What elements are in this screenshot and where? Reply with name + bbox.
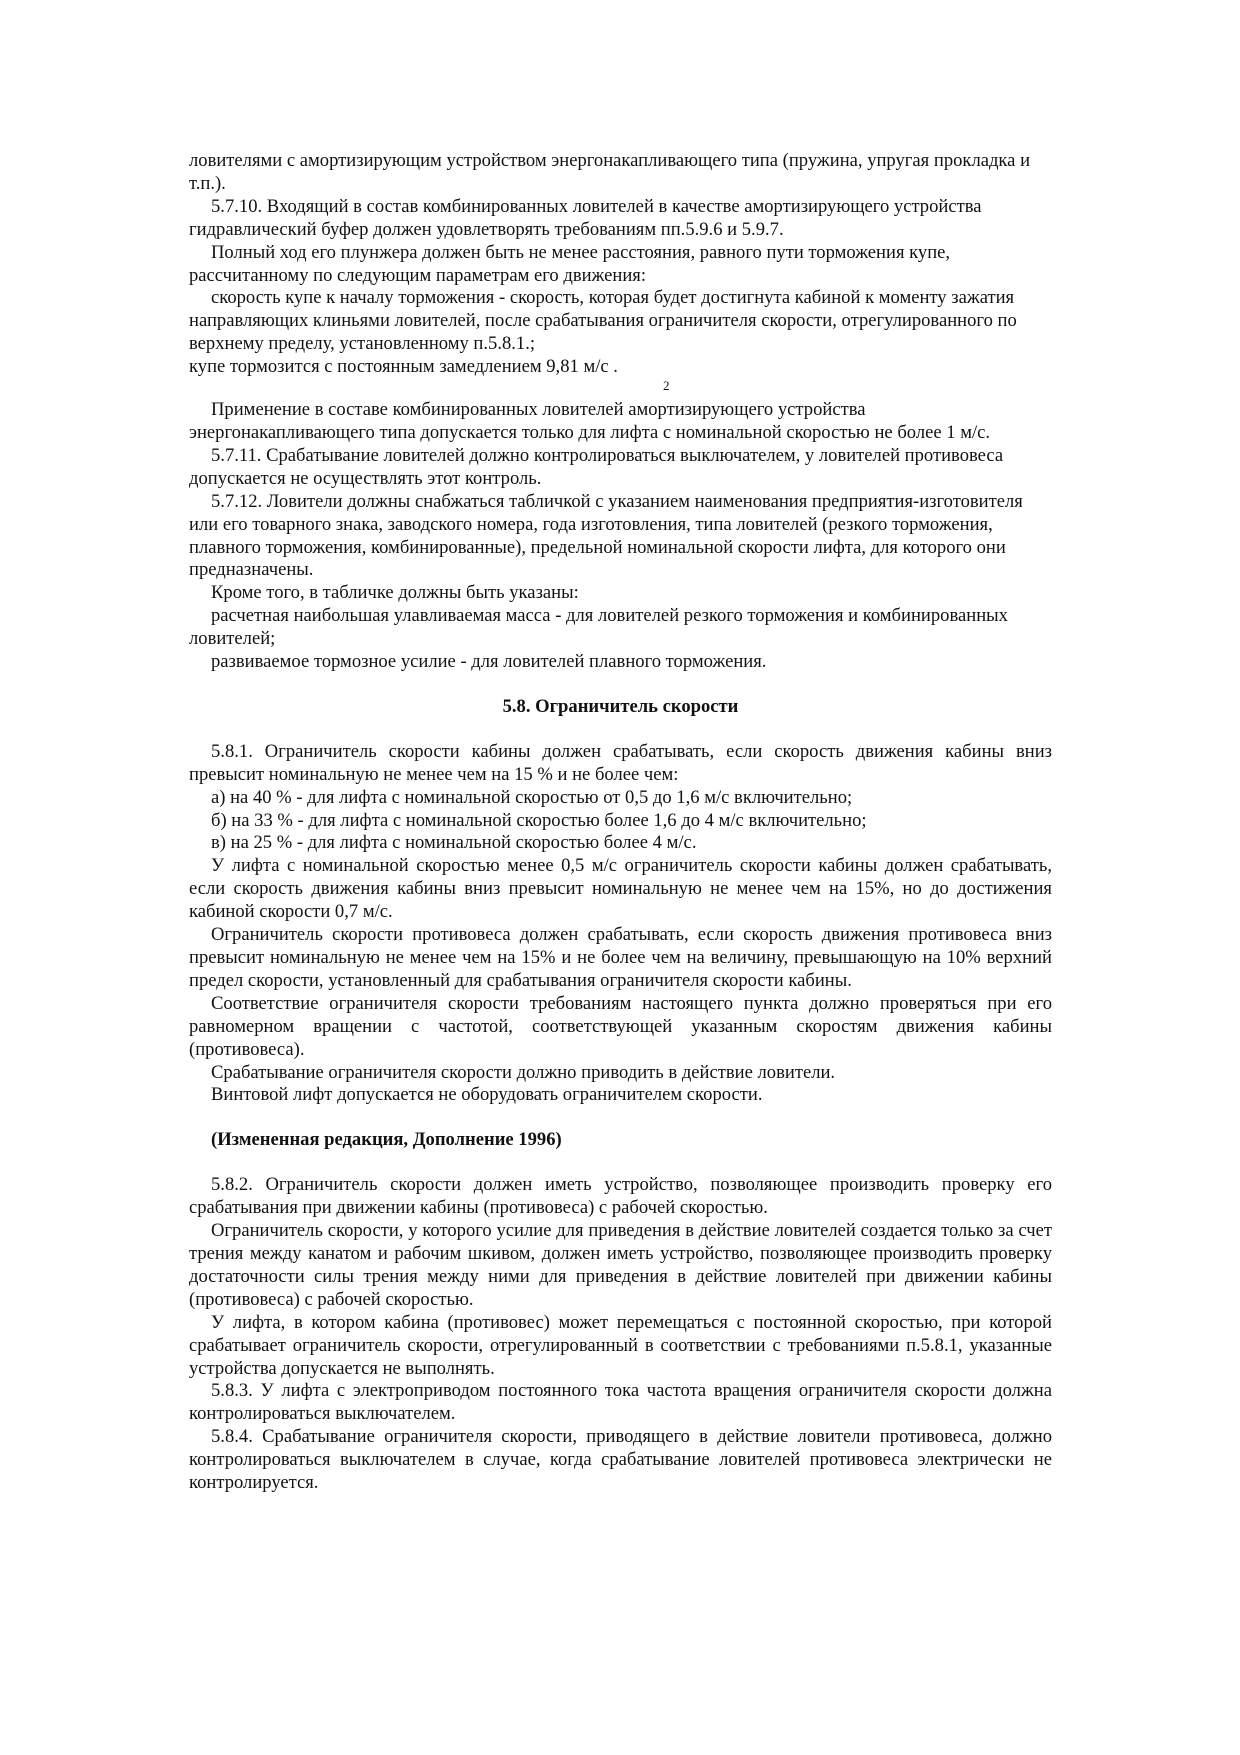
paragraph: 5.7.11. Срабатывание ловителей должно контролироваться выключателем, у ловителей противовеса допускается не осуществлять этот контроль. (189, 444, 1004, 489)
document-page (189, 150, 1052, 1495)
paragraph: У лифта, в котором кабина (противовес) может перемещаться с постоянной скоростью, при которой срабатывает ограничитель скорости, отрегулированный в соответствии с требованиями п.5.8.1, указанные устройства допускается не выполнять. (189, 1311, 1052, 1379)
paragraph: 5.8.4. Срабатывание ограничителя скорости, приводящего в действие ловители противовеса, должно контролироваться выключателем в случае, когда срабатывание ловителей противовеса электрически не контролируется. (189, 1426, 1052, 1494)
paragraph: скорость купе к началу торможения - скорость, которая будет достигнута кабиной к моменту зажатия направляющих клиньями ловителей, после срабатывания ограничителя скорости, отрегулированного по верхнему пределу, установленному п.5.8.1.; (189, 287, 1017, 355)
paragraph: ловителями с амортизирующим устройством энергонакапливающего типа (пружина, упругая прокладка и т.п.). (189, 150, 1031, 194)
list-item: в) на 25 % - для лифта с номинальной скоростью более 4 м/с. (211, 832, 697, 854)
revision-note: (Измененная редакция, Дополнение 1996) (211, 1129, 562, 1151)
paragraph: У лифта с номинальной скоростью менее 0,5 м/с ограничитель скорости кабины должен срабатывать, если скорость движения кабины вниз превысит номинальную не менее чем на 15%, но до достижения кабиной скорости 0,7 м/с. (189, 855, 1052, 923)
paragraph: Срабатывание ограничителя скорости должно приводить в действие ловители. (211, 1061, 836, 1083)
paragraph: 5.8.1. Ограничитель скорости кабины должен срабатывать, если скорость движения кабины вниз превысит номинальную не менее чем на 15 % и не более чем: (189, 740, 1052, 785)
paragraph: Полный ход его плунжера должен быть не менее расстояния, равного пути торможения купе, рассчитанному по следующим параметрам его движения: (189, 241, 951, 286)
paragraph-deceleration (189, 356, 1052, 394)
paragraph: развиваемое тормозное усилие - для ловителей плавного торможения. (211, 651, 767, 673)
paragraph: 5.7.12. Ловители должны снабжаться табличкой с указанием наименования предприятия-изготовителя или его товарного знака, заводского номера, года изготовления, типа ловителей (резкого торможения, плавного торможения, комбинированные), предельной номинальной скорости лифта, для которого они предназначены. (189, 490, 1023, 581)
section-heading: 5.8. Ограничитель скорости (502, 695, 739, 717)
list-item: а) на 40 % - для лифта с номинальной скоростью от 0,5 до 1,6 м/с включительно; (211, 786, 853, 808)
paragraph: Соответствие ограничителя скорости требованиям настоящего пункта должно проверяться при его равномерном вращении с частотой, соответствующей указанным скоростям движения кабины (противовеса). (189, 992, 1052, 1060)
paragraph: Винтовой лифт допускается не оборудовать ограничителем скорости. (211, 1084, 763, 1106)
list-item: б) на 33 % - для лифта с номинальной скоростью более 1,6 до 4 м/с включительно; (211, 809, 867, 831)
paragraph: 5.7.10. Входящий в состав комбинированных ловителей в качестве амортизирующего устройства гидравлический буфер должен удовлетворять требованиям пп.5.9.6 и 5.9.7. (189, 195, 982, 240)
paragraph: Ограничитель скорости противовеса должен срабатывать, если скорость движения противовеса вниз превысит номинальную не менее чем на 15% и не более чем на величину, превышающую на 10% верхний предел скорости, установленный для срабатывания ограничителя скорости кабины. (189, 924, 1052, 991)
paragraph: 5.8.2. Ограничитель скорости должен иметь устройство, позволяющее производить проверку его срабатывания при движении кабины (противовеса) с рабочей скоростью. (189, 1174, 1052, 1219)
paragraph: Ограничитель скорости, у которого усилие для приведения в действие ловителей создается только за счет трения между канатом и рабочим шкивом, должен иметь устройство, позволяющее производить проверку достаточности силы трения между ними для приведения в действие ловителей при движении кабины (противовеса) с рабочей скоростью. (189, 1220, 1052, 1310)
spacer (189, 379, 1052, 399)
deceleration-text: купе тормозится с постоянным замедлением 9,81 м/с . (189, 356, 618, 378)
paragraph: Кроме того, в табличке должны быть указаны: (211, 582, 579, 604)
superscript-2: 2 (663, 378, 670, 394)
paragraph: Применение в составе комбинированных ловителей амортизирующего устройства энергонакапливающего типа допускается только для лифта с номинальной скоростью не более 1 м/с. (189, 399, 991, 443)
paragraph: 5.8.3. У лифта с электроприводом постоянного тока частота вращения ограничителя скорости должна контролироваться выключателем. (189, 1380, 1052, 1425)
paragraph: расчетная наибольшая улавливаемая масса - для ловителей резкого торможения и комбинированных ловителей; (189, 605, 1008, 650)
